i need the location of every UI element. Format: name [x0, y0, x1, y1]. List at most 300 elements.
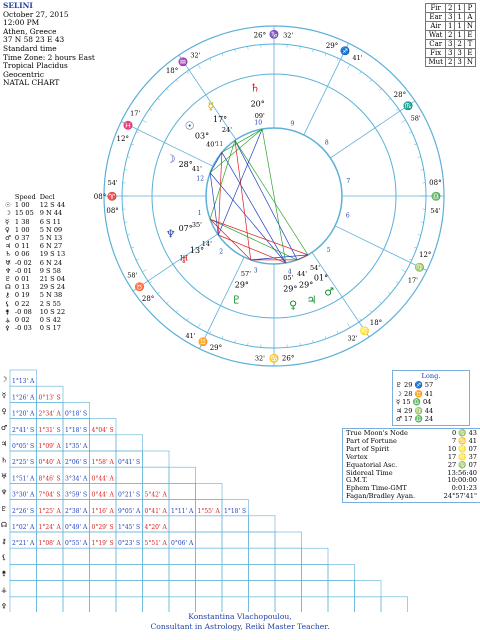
aspect-value: 2°25' S [12, 459, 35, 467]
aspect-cell [90, 435, 117, 451]
sign-glyph: ♓ [123, 120, 134, 130]
aspect-value: 8°46' S [38, 475, 61, 483]
cusp-minute: 32' [283, 31, 294, 40]
cusp-degree: 08° [429, 178, 442, 187]
degree-tick [176, 80, 178, 82]
planet-minute: 35' [191, 221, 202, 230]
house-cusp-line [304, 43, 349, 135]
planet-degree: 20° [250, 99, 265, 109]
aspect-value: 5°42' A [144, 491, 167, 499]
aspect-value: 0°44' A [91, 491, 114, 499]
house-cusp-line [309, 252, 369, 337]
speed-value: 1 38 [14, 217, 30, 226]
aspect-cell [328, 564, 355, 580]
cusp-minute: 58' [127, 271, 138, 280]
sign-glyph: ♉ [134, 282, 145, 292]
cusp-minute: 32' [347, 334, 358, 343]
aspect-value: 1°45' S [118, 524, 141, 531]
degree-tick [409, 259, 412, 260]
aspect-value: 0°44' A [91, 475, 114, 483]
aspect-row-glyph: ♂ [0, 423, 8, 432]
speed-header-row [3, 193, 67, 201]
speed-row [3, 250, 67, 258]
aspect-cell [196, 564, 223, 580]
aspect-row-glyph: ⚸ [1, 553, 7, 562]
longitude-row [396, 390, 466, 399]
footer [0, 612, 480, 631]
aspect-cell [63, 564, 90, 580]
planet-glyph: ♄ [249, 81, 260, 95]
degree-tick [421, 222, 424, 223]
degree-tick [421, 170, 424, 171]
sign-glyph: ♈ [107, 192, 117, 201]
degree-tick [235, 340, 236, 343]
aspect-cell [116, 467, 143, 483]
aspect-value: 9°05' A [118, 507, 141, 515]
aspect-cell [249, 564, 276, 580]
aspect-value: 4°20' A [144, 524, 167, 531]
house-number: 9 [290, 120, 295, 128]
planet-degree: 29° [234, 280, 249, 290]
speed-row [3, 226, 67, 234]
aspect-cell [222, 564, 249, 580]
speed-value: 29 S 24 [39, 283, 66, 292]
aspect-value: 1°24' A [38, 524, 61, 531]
aspect-value: 1°18' S [65, 426, 88, 434]
longitude-row [396, 398, 466, 407]
speed-header: Speed [14, 193, 36, 201]
element-side-letter: N [464, 58, 475, 67]
element-cell: Car [426, 40, 446, 49]
planet-glyph: ♅ [178, 253, 189, 267]
degree-tick [359, 71, 361, 73]
aspect-line [235, 140, 297, 260]
point-label: Equatorial Asc. [346, 460, 398, 469]
point-label: Part of Fortune [346, 436, 397, 445]
aspect-cell [196, 597, 223, 612]
aspect-row-glyph: ♇ [0, 504, 8, 513]
speed-value: 0 22 [14, 299, 30, 308]
degree-tick [124, 222, 127, 223]
degree-tick [187, 318, 189, 320]
planet-glyph: ♃ [306, 293, 317, 307]
aspect-cell [222, 581, 249, 597]
degree-tick [136, 132, 139, 133]
planet-minute: 54' [309, 264, 321, 273]
planet-glyph: ♅ [5, 258, 11, 267]
speed-value: 0 11 [14, 242, 30, 251]
house-number: 8 [324, 139, 329, 147]
planet-glyph: ♀ [5, 225, 10, 234]
planet-glyph: ☽ [165, 152, 176, 166]
aspect-row-glyph: ⚵ [1, 569, 7, 578]
degree-tick [127, 157, 130, 158]
aspect-cell [249, 532, 276, 548]
house-cusp-line [330, 101, 415, 158]
planet-glyph: ♂ [324, 285, 334, 299]
longitude-box [392, 370, 470, 426]
speed-row [3, 300, 67, 308]
aspect-value: 2°06' S [65, 459, 88, 467]
aspect-cell [275, 564, 302, 580]
point-value: 27 ♍ 07 [447, 460, 477, 469]
aspect-value: 3°30' A [12, 491, 35, 499]
planet-minute: 41' [191, 164, 202, 173]
degree-tick [313, 49, 314, 52]
aspect-value: 1°11' A [171, 507, 194, 515]
cusp-degree: 18° [165, 67, 179, 76]
degree-tick [337, 58, 338, 61]
aspect-row-glyph: ♀ [1, 407, 7, 416]
aspect-value: 1°55' A [197, 507, 220, 515]
house-number: 7 [346, 178, 351, 186]
cusp-minute: 41' [185, 331, 196, 340]
aspect-value: 0°41' A [144, 507, 167, 515]
planet-minute: 24' [221, 125, 232, 134]
longitude-row [396, 415, 466, 424]
degree-tick [142, 270, 146, 273]
degree-tick [158, 98, 160, 100]
point-value: 24°57'41" [443, 492, 477, 501]
house-number: 3 [253, 267, 258, 275]
time-zone: Time Zone: 2 hours East [3, 52, 95, 62]
aspect-row-glyph: ♄ [0, 456, 8, 465]
planet-glyph: ⚸ [5, 299, 10, 308]
planet-degree: 07° [178, 224, 193, 234]
author-role: Consultant in Astrology, Reiki Master Teacher. [150, 621, 330, 631]
aspect-cell [90, 597, 117, 612]
planet-glyph: ♂ [5, 234, 11, 243]
sign-glyph: ♒ [178, 57, 189, 67]
aspect-value: 4°04' S [91, 426, 114, 434]
aspect-cell [10, 581, 37, 597]
planet-glyph: ☿ [5, 217, 10, 226]
aspect-cell [116, 435, 143, 451]
aspect-row-glyph: ⚷ [1, 537, 7, 546]
planet-glyph: ♄ [5, 250, 11, 259]
aspect-cell [143, 548, 170, 564]
aspect-cell [63, 581, 90, 597]
element-cell: Fir [426, 4, 446, 13]
author-name: Konstantina Vlachopoulou, [188, 612, 292, 621]
aspect-cell [302, 548, 329, 564]
aspect-value: 2°26' S [12, 507, 35, 515]
aspect-cell [116, 581, 143, 597]
element-cell: 2 [445, 31, 454, 40]
element-side-letter: A [464, 13, 475, 22]
point-label: True Moon's Node [346, 429, 408, 437]
aspect-row-glyph: ♆ [0, 488, 8, 497]
planet-degree: 01° [313, 273, 329, 283]
sign-glyph: ♌ [359, 326, 370, 336]
aspect-cell [169, 597, 196, 612]
cusp-degree: 18° [369, 318, 383, 327]
time-standard: Standard time [3, 43, 57, 53]
speed-row [3, 324, 67, 332]
house-number: 1 [197, 209, 202, 217]
cusp-minute: 54' [107, 178, 118, 187]
aspect-cell [116, 564, 143, 580]
speed-row [3, 209, 67, 217]
point-value: 0 ♍ 43 [452, 429, 477, 437]
aspect-cell [196, 581, 223, 597]
aspect-value: 1°18' S [224, 507, 247, 515]
aspect-value: 1°09' A [38, 443, 61, 450]
speed-value: 2 S 55 [39, 299, 61, 308]
planet-minute: 57' [240, 270, 251, 279]
aspect-cell [275, 597, 302, 612]
aspect-row-glyph: ☽ [0, 375, 8, 384]
degree-tick [414, 144, 417, 145]
aspect-cell [249, 548, 276, 564]
aspect-cell [90, 548, 117, 564]
aspect-value: 0°06' A [171, 540, 194, 548]
aspect-value: 0°18' S [65, 410, 88, 418]
aspect-cell [196, 516, 223, 532]
degree-tick [158, 292, 160, 294]
degree-tick [198, 64, 201, 68]
aspect-value: 1°26' A [12, 394, 35, 402]
planet-glyph: ♆ [5, 266, 11, 275]
longitude-value: 29 ♍ 44 [404, 406, 434, 415]
aspect-line [210, 173, 218, 235]
aspect-line [210, 129, 262, 173]
cusp-degree: 29° [209, 344, 223, 353]
cusp-degree: 12° [116, 134, 129, 143]
house-number: 12 [196, 175, 205, 183]
aspect-cell [90, 564, 117, 580]
speed-row [3, 201, 67, 209]
planet-glyph: ☽ [5, 209, 11, 218]
aspect-cell [249, 581, 276, 597]
speed-value: 0 02 [14, 316, 30, 325]
planet-minute: 44' [297, 270, 308, 279]
aspect-value: 0°23' S [118, 540, 141, 548]
house-cusp-line [335, 226, 427, 271]
aspect-value: 2°41' S [12, 426, 35, 434]
planet-degree: 03° [194, 131, 210, 141]
element-cell: 1 [455, 13, 464, 22]
planet-degree: 29° [299, 280, 314, 290]
point-value: 10 ♌ 07 [447, 444, 477, 453]
aspect-cell [143, 564, 170, 580]
speed-value: 0 19 [14, 291, 30, 300]
planet-glyph: ⚴ [5, 324, 10, 333]
planet-glyph: ⚶ [5, 316, 11, 325]
degree-tick [248, 343, 249, 346]
cusp-degree: 28° [393, 91, 407, 100]
point-label: Sidereal Time [346, 468, 393, 477]
aspect-line [215, 129, 262, 235]
aspect-value: 0°13' S [38, 394, 61, 402]
speed-row [3, 275, 67, 283]
aspect-cell [143, 467, 170, 483]
cusp-minute: 54' [430, 207, 441, 216]
speed-value: 9 N 44 [39, 209, 63, 218]
chart-points-box [342, 428, 480, 503]
speed-value: 12 S 44 [39, 201, 66, 210]
chart-header [3, 2, 95, 88]
aspect-cell [196, 548, 223, 564]
cusp-minute: 17' [130, 109, 141, 118]
cusp-minute: 32' [190, 51, 201, 60]
degree-tick [131, 144, 134, 145]
speed-value: 9 S 58 [39, 266, 61, 275]
cusp-degree: 26° [253, 31, 267, 40]
element-cell: 2 [455, 40, 464, 49]
aspect-cell [10, 548, 37, 564]
degree-tick [414, 247, 417, 248]
aspect-value: 1°20' A [12, 410, 35, 418]
aspect-value: 1°58' A [91, 459, 114, 467]
birth-coords: 37 N 58 23 E 43 [3, 35, 65, 45]
aspect-cell [169, 483, 196, 499]
degree-tick [396, 109, 398, 111]
aspect-value: 3°34' A [65, 475, 88, 483]
degree-tick [222, 53, 223, 56]
element-side-letter: E [464, 31, 475, 40]
natal-chart-wheel [88, 18, 464, 370]
speed-value: 19 S 13 [39, 250, 66, 259]
longitude-row [396, 381, 466, 390]
degree-tick [348, 323, 351, 327]
degree-tick [210, 331, 211, 334]
cusp-minute: 32' [254, 354, 265, 363]
element-row [426, 4, 476, 13]
aspect-cell [355, 581, 382, 597]
degree-tick [325, 336, 326, 339]
degree-tick [401, 270, 405, 273]
aspect-cell [169, 548, 196, 564]
speed-row [3, 242, 67, 250]
planet-minute: 05' [283, 273, 294, 282]
degree-tick [131, 247, 134, 248]
speed-value: 5 N 09 [39, 225, 63, 234]
birth-time: 12:00 PM [3, 18, 40, 28]
planet-degree: 28° [178, 159, 193, 169]
longitude-value: 29 ♐ 57 [404, 381, 434, 389]
chart-title: SELINI [3, 1, 33, 10]
cusp-degree: 08° [106, 207, 119, 216]
longitude-glyph: ☿ [396, 398, 403, 406]
degree-tick [370, 310, 372, 312]
sign-glyph: ♐ [340, 46, 351, 56]
aspect-cell [302, 581, 329, 597]
aspect-cell [381, 597, 408, 612]
chart-type: NATAL CHART [3, 78, 60, 88]
aspect-cell [90, 581, 117, 597]
degree-tick [388, 98, 390, 100]
aspect-value: 5°51' A [144, 540, 167, 548]
aspect-cell [328, 597, 355, 612]
sign-glyph: ♏ [403, 101, 414, 111]
degree-tick [418, 235, 421, 236]
element-cell: Air [426, 22, 446, 31]
aspect-cell [63, 548, 90, 564]
planet-minute: 14' [201, 240, 212, 249]
degree-tick [248, 46, 249, 49]
aspect-cell [143, 451, 170, 467]
aspect-cell [222, 516, 249, 532]
aspect-value: 1°51' A [12, 475, 35, 483]
element-side-letter: N [464, 22, 475, 31]
planet-degree: 29° [283, 284, 298, 294]
longitude-glyph: ♃ [396, 406, 405, 415]
birth-place: Athen, Greece [3, 26, 57, 36]
speed-row [3, 218, 67, 226]
aspect-cell [63, 597, 90, 612]
planet-glyph: ☉ [184, 119, 195, 133]
aspect-cell [222, 532, 249, 548]
aspect-value: 1°13' A [12, 378, 35, 386]
birth-date: October 27, 2015 [3, 9, 69, 19]
planet-glyph: ⚷ [5, 291, 10, 300]
aspect-row-glyph: ☿ [1, 391, 7, 400]
aspect-cell [222, 548, 249, 564]
degree-tick [167, 89, 169, 91]
speed-value: 1 00 [14, 201, 30, 210]
planet-glyph: ☿ [207, 99, 215, 113]
aspect-cell [169, 467, 196, 483]
aspect-value: 1°31' S [38, 426, 61, 434]
aspect-cell [275, 532, 302, 548]
speed-row [3, 267, 67, 275]
degree-tick [235, 49, 236, 52]
aspect-line [210, 219, 251, 260]
element-side-letter: T [464, 40, 475, 49]
element-cell: 1 [455, 31, 464, 40]
aspect-cell [196, 483, 223, 499]
degree-tick [370, 80, 372, 82]
point-value: 0:01:23 [451, 484, 477, 493]
degree-tick [149, 109, 151, 111]
aspect-value: 0°05' S [12, 443, 35, 450]
degree-tick [176, 310, 178, 312]
cusp-degree: 26° [281, 354, 295, 363]
degree-tick [418, 157, 421, 158]
degree-tick [210, 58, 211, 61]
element-cell: 1 [455, 4, 464, 13]
geocentric-label: Geocentric [3, 69, 45, 79]
planet-glyph: ♆ [165, 227, 176, 241]
sign-glyph: ♎ [431, 192, 441, 201]
planet-minute: 40' [206, 140, 217, 149]
speed-value: 15 05 [14, 209, 34, 218]
speed-row [3, 291, 67, 299]
element-cell: 3 [445, 40, 454, 49]
degree-tick [136, 259, 139, 260]
aspect-value: 0°40' A [38, 459, 61, 467]
aspect-value: 2°21' A [12, 540, 35, 548]
aspect-cell [143, 581, 170, 597]
aspect-cell [37, 597, 64, 612]
speed-value: 6 N 24 [39, 258, 63, 267]
aspect-cell [37, 564, 64, 580]
degree-tick [187, 71, 189, 73]
speed-row [3, 308, 67, 316]
cusp-minute: 41' [352, 54, 363, 63]
aspect-cell [249, 597, 276, 612]
element-cell: Mut [426, 58, 446, 67]
aspect-cell [222, 597, 249, 612]
aspect-row-glyph: ♃ [0, 440, 8, 449]
cusp-degree: 29° [325, 41, 339, 50]
degree-tick [124, 170, 127, 171]
degree-tick [359, 318, 361, 320]
house-number: 2 [219, 248, 224, 256]
point-label: Ephem Time-GMT [346, 484, 407, 493]
longitude-value: 17 ♎ 24 [404, 415, 434, 423]
